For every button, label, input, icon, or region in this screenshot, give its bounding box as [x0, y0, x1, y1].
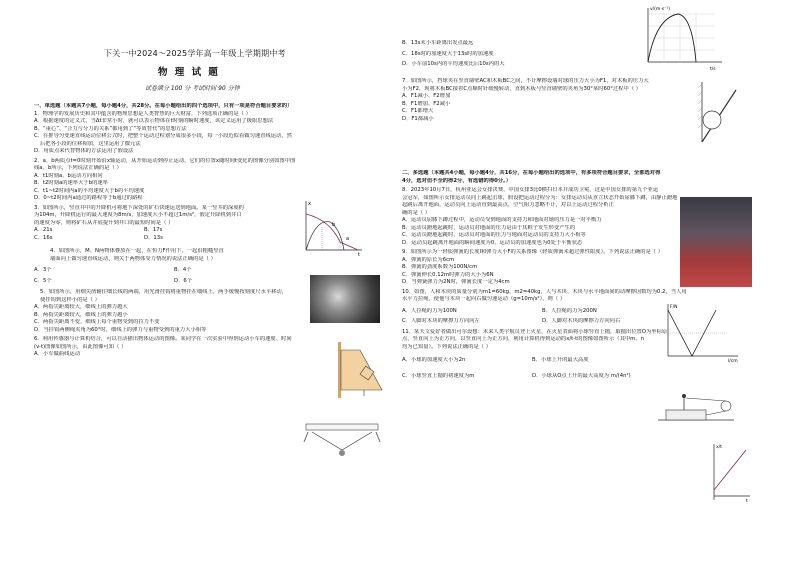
q9-option-c: C．弹簧伸长0.12m时弹力的大小为6N: [402, 271, 494, 278]
q10-stem-cont: 水平力拉绳，使他与木块一起向右做匀速运动（g=10m/s²），则（ ）: [402, 296, 566, 303]
section2-heading: 二、多选题（本题共4小题，每小题4分，共16分，在每小题给出的选项中，有多项符合题目要求，全部选对得: [402, 170, 661, 176]
q11-stem-cont: 点，竖直向上为正方向，以竖直向上为正方向，利用计算机得到运动的x/t-t的图像如图所示（其中m、n: [402, 336, 644, 343]
q4-stem-cont: 墙面向上做匀速直线运动，则关于两物体受力情况的说法正确的是（ ）: [50, 255, 216, 262]
q6-vt-graph: [634, 4, 726, 72]
q11-option-a: A．小球的加速度大小为2n: [402, 357, 466, 364]
question-2: [34, 158, 396, 203]
q11-xt-t-graph: [706, 440, 752, 502]
q3-option-d: D．13s: [144, 234, 163, 241]
q6-stem-cont: (v-t)图像如图所示，由此图像可知（ ）: [34, 343, 127, 350]
q3-stem-cont: 为104m，升降机运行的最大速度为8m/s，加速度大小不超过1m/s²，假定升降机到井口: [34, 212, 242, 219]
q9-option-a: A．弹簧的原长为6cm: [402, 256, 455, 263]
q11-option-b: B．小球上升的最大高度: [532, 357, 589, 364]
q1-option-c: C．在推导匀变速直线运动位移公式时，把整个运动过程划分成很多小段，每一小段近似看做匀速直线运动，然: [34, 133, 292, 140]
q9-option-d: D．当弹簧弹力为2N时，弹簧长度一定为4cm: [402, 279, 510, 286]
q11-option-c: C．小球竖直上抛的初速度为m: [402, 372, 475, 379]
q7-option-b: B．F1增加、F2减小: [402, 100, 451, 107]
q4-wall-diagram: [338, 340, 390, 400]
q7-ball-board-diagram: [698, 80, 742, 146]
section1-heading: 一、单选题（本题共7小题，每小题4分，共28分。在每小题给出的四个选项中，只有一项是符合题目要求的）: [34, 103, 293, 109]
q11-axis-y-label: x/t: [716, 445, 722, 450]
q10-option-a: A．人拉绳的力为100N: [402, 307, 457, 314]
q1-option-b: B．“重心”、“合力与分力的关系”都用到了“等效替代”的思想方法: [34, 125, 187, 132]
q8-option-b: B．运动员蹬地起跳时，运动员对地面的压力是由于其鞋子发生形变产生的: [402, 224, 576, 231]
q6-option-a: A．小车做曲线运动: [34, 351, 80, 358]
q5-option-c: C．两指尖距离不变，细线上每个重物受到的拉力不变: [34, 319, 160, 326]
q2-option-c: C．t1~t2时间内a的平均速度大于b的平均速度: [34, 187, 145, 194]
q6-axis-t-label: t/s: [710, 67, 716, 72]
q6-option-b: B．13s末小车距离出发点最远: [402, 40, 474, 46]
q1-option-a: A．根据速度的定义式，当Δt非常小时，就可以表示物体在t时刻的瞬时速度，该定义运用了极限思想法: [34, 118, 274, 125]
q8-option-a: A．运动员屈膝下蹲过程中，运动员受到地面的支持力和地面对她的压力是一对平衡力: [402, 217, 602, 224]
q8-stem-cont: 会冠军，如图所示女排运动员向上跳起击球，假设把运动过程分为：女排运动员从直立状态开始屈膝下蹲，由静止蹬地: [402, 194, 678, 201]
q7-stem: 7．如图所示，挡球夹在竖直墙壁AC和木板BC之间，不计摩擦设墙对球的压力大小为F1，对木板的压力大: [402, 78, 649, 84]
q4-option-c: C．5个: [34, 277, 52, 284]
q1-stem: 1．物理学的发展历史和其中蕴含的物理思想是人类智慧的巨大财富，下列选项正确的是（ ）: [34, 110, 251, 117]
q11-axis-t-label: t: [746, 499, 748, 502]
q6-axis-v-label: v/(m·s⁻¹): [650, 7, 671, 12]
q9-axis-l-label: l/cm: [728, 359, 738, 364]
q2-xt-graph: [300, 198, 364, 256]
q8-stem-cont3: 确的是（ ）: [402, 209, 431, 216]
q5-ruler-diagram: [302, 420, 382, 464]
exam-title: 下关一中2024～2025学年高一年级上学期期中考: [104, 49, 286, 58]
q7-option-c: C．F1都增大: [402, 108, 434, 115]
q4-option-d: D．6个: [174, 277, 193, 284]
q11-stem-cont2: 均为已知量）。下列说法正确的是（ ）: [402, 343, 492, 350]
q3-stem-cont2: 的速度为零，则将矿石从井底提升到井口的最短时间是（ ）: [34, 219, 174, 226]
q5-option-d: D．当挂钩两侧绳夹角为60°时，细线上的弹力与重物受到的重力大小相等: [34, 326, 207, 333]
q9-axis-f-label: F/N: [670, 305, 678, 310]
q9-stem: 9．如图所示为一轻质弹簧的长度l和弹力大小F的关系图像（轻质弹簧未超过弹性限度）。下列说法正确的是（ ）: [402, 249, 664, 256]
q1-option-d: D．用质点来代替物体的方法运用了假设法: [34, 148, 134, 155]
q10-option-d: D．人脚对木块的摩擦力方向向右: [542, 318, 621, 325]
q10-stem: 10．如图，人和木块的质量分别为m1=60kg、m2=40kg，人与木块、木块与水平地面间的动摩擦因数均为0.2，当人用: [402, 288, 687, 295]
q6-option-d: D．小车前10s内的平均速度比后10s内的大: [402, 61, 505, 68]
q1-option-c-cont: 后把各小段的位移相加，这里运用了微元法: [40, 140, 141, 147]
q8-stem-cont2: 起跳后离开地面，运动员向上运动直到最高点，空气阻力忽略不计，对以上运动过程分析正: [402, 202, 614, 209]
q3-option-a: A．21s: [34, 227, 53, 234]
exam-subject: 物 理 试 题: [158, 67, 220, 78]
q10-person-block-diagram: [656, 388, 736, 424]
q2-axis-x-label: x: [308, 201, 311, 207]
q10-option-c: C．人脚对木块的摩擦力方向向左: [402, 318, 480, 325]
q2-series-a-label: a: [346, 236, 350, 242]
q7-option-d: D．F1都减小: [402, 115, 434, 122]
q8-option-c: C．运动员蹬地起跳时，运动员对地面的压力与地面对运动员的支持力大小相等: [402, 232, 586, 239]
q2-stem: 2．a、b两质点t=0时刻开始沿x轴运动，从开始运动到停止运动，它们的位置x随时间t变化的图像分别如图中图: [34, 157, 296, 164]
q11-option-d: D．小球从O点上升的最大高度为 m/(4n²): [532, 372, 631, 379]
q2-stem-cont: 线a、b所示，下列说法正确的是（ ）: [34, 165, 122, 172]
q6-stem: 6．利用传感器与计算机结合，可以自动描出物体运动的图像。某同学在一次实验中得到运动小车的速度、时间: [34, 336, 292, 343]
q5-stem: 5．如图所示，用细尖凿辅住细长线的两端，用光滑挂钩将重物挂在细线上，两手缓慢按刻度尺水平移动，: [40, 289, 288, 296]
q2-axis-t-label: t: [358, 252, 360, 256]
question-1: [34, 111, 396, 156]
q3-mine-shaft-photo: [310, 275, 380, 323]
right-column: [402, 0, 762, 562]
q9-option-b: B．弹簧的劲度系数为100N/cm: [402, 264, 478, 271]
q3-option-b: B．17s: [144, 227, 163, 234]
q8-volleyball-photo: [680, 197, 752, 287]
q10-option-b: B．人拉绳的力为200N: [542, 307, 597, 314]
q8-stem: 8．2023年10月7日，杭州亚运会女排决赛，中国女排3比0横扫日本并成功卫冕，这是中国女排的第九个亚运: [402, 187, 659, 194]
q2-option-a: A．t1时刻a、b运动方向相同: [34, 172, 103, 179]
section2-heading-cont: 4分，选对但不全的得2分，有选错的得0分。）: [402, 177, 512, 184]
q5-option-a: A．两指尖距离较大，细线上的弹力越大: [34, 304, 128, 311]
q6-option-c: C．18s时的加速度大于13s时的加速度: [402, 50, 494, 57]
q11-stem: 11．某天文爱好者做出可尔设想：未来人类宇航员登上火星，在火星表面将小球竖直上抛，取抛出位置O为坐标原: [402, 328, 668, 335]
q8-option-d: D．运动员起跳离开地面的瞬间速度为0，运动员的加速度也为0处于平衡状态: [402, 239, 583, 246]
q2-option-d: D．0~t2时间内a通过的路程等于b通过的路程: [34, 195, 143, 202]
q4-option-a: A．3个: [34, 267, 52, 274]
q4-option-b: B．4个: [174, 267, 192, 274]
q2-option-b: B．t2时刻a的速率大于b的速率: [34, 180, 108, 187]
q5-stem-cont: 使挂钩到这样小的是（ ）: [40, 296, 100, 303]
q4-stem: 4．如图所示，M、N两物体叠放在一起，在恒力F作用下，一起沿粗糙竖直: [50, 248, 224, 255]
q3-option-c: C．16s: [34, 234, 53, 241]
q3-stem: 3．如图所示，竖直井中的升降机可将地下深处的矿石快速运送到地面。某一竖井的深度约: [34, 204, 244, 211]
q2-series-b-label: b: [332, 222, 336, 228]
exam-score-info: 试卷满分 100 分 考试时间 90 分钟: [145, 85, 240, 92]
q7-option-a: A．F1减小、F2增加: [402, 93, 451, 100]
q9-fl-graph: [658, 300, 742, 364]
left-column: [34, 0, 396, 562]
q7-stem-cont: 小为F2，现将木板BC接着C点顺时针缓慢转动，直到木板与竖直墙壁的夹角为30°某时60°过程中（ ）: [402, 85, 642, 92]
q5-option-b: B．两指尖距离较大，细线上的弹力越小: [34, 311, 128, 318]
